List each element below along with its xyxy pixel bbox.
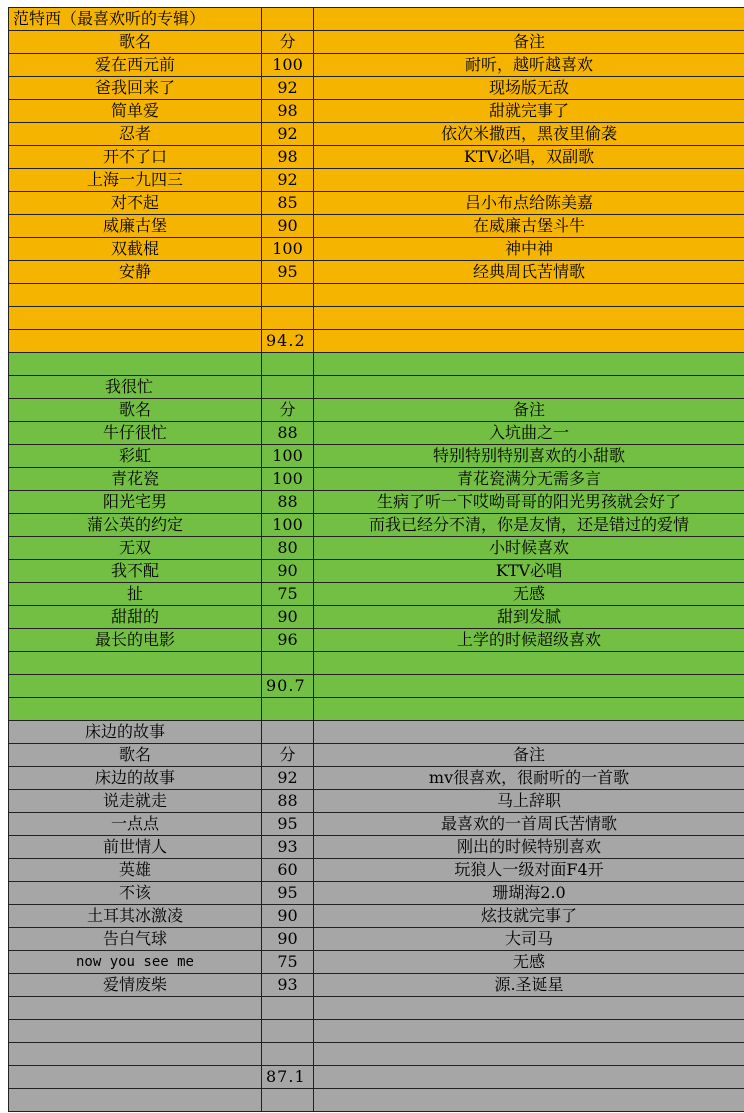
song-score[interactable]: 85 <box>262 192 314 215</box>
song-name[interactable]: 蒲公英的约定 <box>9 514 262 537</box>
header-note[interactable]: 备注 <box>314 31 744 54</box>
header-note[interactable]: 备注 <box>314 744 744 767</box>
average-row <box>9 1066 744 1089</box>
cell[interactable] <box>314 353 744 376</box>
table-row <box>9 859 744 882</box>
song-note[interactable]: 小时候喜欢 <box>314 537 744 560</box>
album-title[interactable]: 我很忙 <box>9 376 262 399</box>
song-score[interactable]: 100 <box>262 468 314 491</box>
table-row <box>9 514 744 537</box>
song-name[interactable]: now you see me <box>9 951 262 974</box>
song-score[interactable]: 90 <box>262 606 314 629</box>
cell[interactable] <box>9 284 262 307</box>
song-name[interactable]: 爱在西元前 <box>9 54 262 77</box>
cell[interactable] <box>314 997 744 1020</box>
table-row <box>9 238 744 261</box>
song-score[interactable]: 75 <box>262 951 314 974</box>
song-score[interactable]: 60 <box>262 859 314 882</box>
song-note[interactable]: 大司马 <box>314 928 744 951</box>
song-score[interactable]: 98 <box>262 146 314 169</box>
cell[interactable] <box>314 1020 744 1043</box>
album-title[interactable]: 床边的故事 <box>9 721 262 744</box>
song-score[interactable]: 75 <box>262 583 314 606</box>
cell[interactable] <box>314 376 744 399</box>
song-score[interactable]: 80 <box>262 537 314 560</box>
table-row <box>9 491 744 514</box>
empty-row <box>9 284 744 307</box>
cell[interactable] <box>262 997 314 1020</box>
cell[interactable] <box>9 1043 262 1066</box>
average-row <box>9 330 744 353</box>
cell[interactable] <box>314 1089 744 1112</box>
cell[interactable] <box>9 1066 262 1089</box>
table-row <box>9 54 744 77</box>
cell[interactable] <box>314 8 744 31</box>
song-score[interactable]: 93 <box>262 974 314 997</box>
song-name[interactable]: 青花瓷 <box>9 468 262 491</box>
cell[interactable] <box>314 1043 744 1066</box>
song-name[interactable]: 床边的故事 <box>9 767 262 790</box>
cell[interactable] <box>262 284 314 307</box>
header-row <box>9 744 744 767</box>
song-note[interactable]: 吕小布点给陈美嘉 <box>314 192 744 215</box>
song-note[interactable]: 入坑曲之一 <box>314 422 744 445</box>
table-row <box>9 445 744 468</box>
song-note[interactable]: 现场版无敌 <box>314 77 744 100</box>
song-score[interactable]: 100 <box>262 514 314 537</box>
empty-row <box>9 1020 744 1043</box>
cell[interactable] <box>262 353 314 376</box>
table-row <box>9 606 744 629</box>
cell[interactable] <box>9 1020 262 1043</box>
song-score[interactable]: 95 <box>262 261 314 284</box>
cell[interactable] <box>262 652 314 675</box>
cell[interactable] <box>314 675 744 698</box>
song-note[interactable]: 上学的时候超级喜欢 <box>314 629 744 652</box>
empty-row <box>9 652 744 675</box>
song-score[interactable]: 88 <box>262 422 314 445</box>
empty-row <box>9 307 744 330</box>
cell[interactable] <box>9 652 262 675</box>
song-note[interactable]: 生病了听一下哎呦哥哥的阳光男孩就会好了 <box>314 491 744 514</box>
table-row <box>9 629 744 652</box>
song-name[interactable]: 威廉古堡 <box>9 215 262 238</box>
album-title-row <box>9 721 744 744</box>
table-row <box>9 767 744 790</box>
table-row <box>9 882 744 905</box>
cell[interactable] <box>262 1020 314 1043</box>
song-name[interactable]: 忍者 <box>9 123 262 146</box>
header-song[interactable]: 歌名 <box>9 399 262 422</box>
song-score[interactable]: 88 <box>262 790 314 813</box>
table-row <box>9 836 744 859</box>
empty-row <box>9 1089 744 1112</box>
song-note[interactable]: mv很喜欢，很耐听的一首歌 <box>314 767 744 790</box>
table-row <box>9 928 744 951</box>
song-note[interactable]: 炫技就完事了 <box>314 905 744 928</box>
cell[interactable] <box>314 330 744 353</box>
song-name[interactable]: 上海一九四三 <box>9 169 262 192</box>
song-name[interactable]: 我不配 <box>9 560 262 583</box>
song-name[interactable]: 爸我回来了 <box>9 77 262 100</box>
album-title[interactable]: 范特西（最喜欢听的专辑） <box>9 8 262 31</box>
song-note[interactable]: 神中神 <box>314 238 744 261</box>
song-note[interactable]: 在威廉古堡斗牛 <box>314 215 744 238</box>
song-note[interactable]: 特别特别特别喜欢的小甜歌 <box>314 445 744 468</box>
header-song[interactable]: 歌名 <box>9 31 262 54</box>
song-note[interactable]: 甜到发腻 <box>314 606 744 629</box>
song-score[interactable]: 92 <box>262 123 314 146</box>
song-note[interactable]: 珊瑚海2.0 <box>314 882 744 905</box>
cell[interactable] <box>314 1066 744 1089</box>
table-row <box>9 192 744 215</box>
song-note[interactable]: 源.圣诞星 <box>314 974 744 997</box>
song-score[interactable]: 98 <box>262 100 314 123</box>
song-score[interactable]: 92 <box>262 767 314 790</box>
song-note[interactable]: 最喜欢的一首周氏苦情歌 <box>314 813 744 836</box>
song-score[interactable]: 92 <box>262 169 314 192</box>
song-name[interactable]: 一点点 <box>9 813 262 836</box>
table-row <box>9 100 744 123</box>
header-score[interactable]: 分 <box>262 399 314 422</box>
table-row <box>9 123 744 146</box>
table-row <box>9 790 744 813</box>
song-note[interactable]: 刚出的时候特别喜欢 <box>314 836 744 859</box>
header-row <box>9 31 744 54</box>
song-name[interactable]: 简单爱 <box>9 100 262 123</box>
song-note[interactable]: 甜就完事了 <box>314 100 744 123</box>
song-name[interactable]: 告白气球 <box>9 928 262 951</box>
cell[interactable] <box>314 652 744 675</box>
album-section-on-the-run <box>9 353 744 721</box>
cell[interactable] <box>262 698 314 721</box>
cell[interactable] <box>9 675 262 698</box>
album-title-row <box>9 8 744 31</box>
song-name[interactable]: 土耳其冰激凌 <box>9 905 262 928</box>
song-score[interactable]: 90 <box>262 560 314 583</box>
song-name[interactable]: 不该 <box>9 882 262 905</box>
table-row <box>9 215 744 238</box>
song-name[interactable]: 甜甜的 <box>9 606 262 629</box>
table-row <box>9 77 744 100</box>
album-section-bedtime-stories <box>9 721 744 1112</box>
song-name[interactable]: 阳光宅男 <box>9 491 262 514</box>
cell[interactable] <box>9 1089 262 1112</box>
song-note[interactable]: 无感 <box>314 951 744 974</box>
song-score[interactable]: 93 <box>262 836 314 859</box>
sheet-top-edge <box>0 0 744 7</box>
song-note[interactable]: 而我已经分不清，你是友情，还是错过的爱情 <box>314 514 744 537</box>
song-note[interactable]: KTV必唱 <box>314 560 744 583</box>
song-note[interactable]: 青花瓷满分无需多言 <box>314 468 744 491</box>
empty-row <box>9 1043 744 1066</box>
cell[interactable] <box>314 698 744 721</box>
song-note[interactable]: KTV必唱，双副歌 <box>314 146 744 169</box>
cell[interactable] <box>9 997 262 1020</box>
song-name[interactable]: 扯 <box>9 583 262 606</box>
cell[interactable] <box>262 376 314 399</box>
song-name[interactable]: 最长的电影 <box>9 629 262 652</box>
header-song[interactable]: 歌名 <box>9 744 262 767</box>
song-name[interactable]: 爱情废柴 <box>9 974 262 997</box>
empty-row <box>9 698 744 721</box>
table-row <box>9 468 744 491</box>
song-name[interactable]: 牛仔很忙 <box>9 422 262 445</box>
header-score[interactable]: 分 <box>262 744 314 767</box>
table-row <box>9 169 744 192</box>
song-note[interactable]: 经典周氏苦情歌 <box>314 261 744 284</box>
song-note[interactable]: 耐听，越听越喜欢 <box>314 54 744 77</box>
cell[interactable] <box>262 721 314 744</box>
song-note[interactable]: 依次米撒西，黑夜里偷袭 <box>314 123 744 146</box>
cell[interactable] <box>262 307 314 330</box>
song-score[interactable]: 88 <box>262 491 314 514</box>
table-row <box>9 560 744 583</box>
table-row <box>9 583 744 606</box>
table-row <box>9 974 744 997</box>
spreadsheet <box>8 7 744 1112</box>
song-score[interactable]: 100 <box>262 445 314 468</box>
cell[interactable] <box>262 8 314 31</box>
table-row <box>9 951 744 974</box>
song-name[interactable]: 英雄 <box>9 859 262 882</box>
song-score[interactable]: 95 <box>262 882 314 905</box>
song-name[interactable]: 开不了口 <box>9 146 262 169</box>
cell[interactable] <box>9 353 262 376</box>
song-note[interactable]: 玩狼人一级对面F4开 <box>314 859 744 882</box>
cell[interactable] <box>314 307 744 330</box>
table-row <box>9 422 744 445</box>
song-score[interactable]: 90 <box>262 928 314 951</box>
song-score[interactable]: 96 <box>262 629 314 652</box>
song-name[interactable]: 对不起 <box>9 192 262 215</box>
song-name[interactable]: 无双 <box>9 537 262 560</box>
song-note[interactable] <box>314 169 744 192</box>
song-name[interactable]: 双截棍 <box>9 238 262 261</box>
header-score[interactable]: 分 <box>262 31 314 54</box>
song-name[interactable]: 安静 <box>9 261 262 284</box>
table-row <box>9 146 744 169</box>
table-row <box>9 813 744 836</box>
song-name[interactable]: 前世情人 <box>9 836 262 859</box>
average-row <box>9 675 744 698</box>
song-score[interactable]: 90 <box>262 905 314 928</box>
cell[interactable] <box>9 330 262 353</box>
table-row <box>9 905 744 928</box>
song-score[interactable]: 100 <box>262 238 314 261</box>
average-score[interactable]: 87.1 <box>262 1066 314 1089</box>
song-note[interactable]: 无感 <box>314 583 744 606</box>
album-title-row <box>9 376 744 399</box>
song-note[interactable]: 马上辞职 <box>314 790 744 813</box>
cell[interactable] <box>9 698 262 721</box>
table-row <box>9 261 744 284</box>
song-score[interactable]: 90 <box>262 215 314 238</box>
cell[interactable] <box>314 721 744 744</box>
average-score[interactable]: 94.2 <box>262 330 314 353</box>
song-score[interactable]: 100 <box>262 54 314 77</box>
average-score[interactable]: 90.7 <box>262 675 314 698</box>
song-name[interactable]: 说走就走 <box>9 790 262 813</box>
cell[interactable] <box>262 1089 314 1112</box>
cell[interactable] <box>9 307 262 330</box>
cell[interactable] <box>314 284 744 307</box>
empty-row <box>9 353 744 376</box>
header-row <box>9 399 744 422</box>
song-score[interactable]: 92 <box>262 77 314 100</box>
song-score[interactable]: 95 <box>262 813 314 836</box>
album-section-fantasy <box>9 8 744 353</box>
song-name[interactable]: 彩虹 <box>9 445 262 468</box>
empty-row <box>9 997 744 1020</box>
header-note[interactable]: 备注 <box>314 399 744 422</box>
table-row <box>9 537 744 560</box>
cell[interactable] <box>262 1043 314 1066</box>
